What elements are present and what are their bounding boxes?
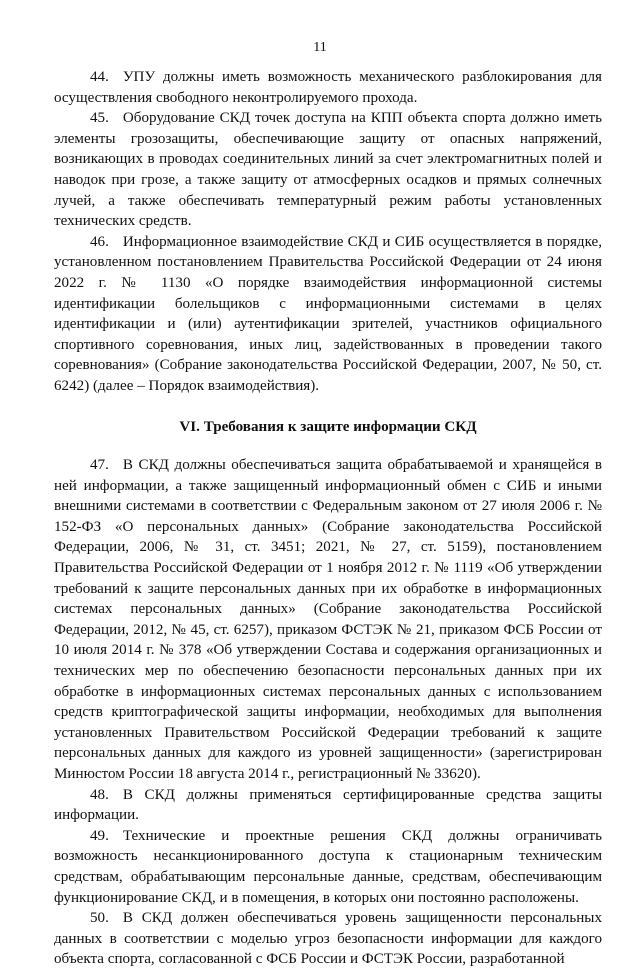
paragraph-text: В СКД должны обеспечиваться защита обрабатываемой и хранящейся в ней информации, а также защищенный информационный обмен с СИБ и иными внешними системами в соответствии с Федеральным законом от 27 июля 2006 г. № 152-ФЗ «О персональных данных» (Собрание законодательства Российской Федерации, 2006, № 31, ст. 3451; 2021, № 27, ст. 5159), постановлением Правительства Российской Федерации от 1 ноября 2012 г. № 1119 «Об утверждении требований к защите персональных данных при их обработке в информационных системах персональных данных» (Собрание законодательства Российской Федерации, 2012, № 45, ст. 6257), приказом ФСТЭК № 21, приказом ФСБ России от 10 июля 2014 г. № 378 «Об утверждении Состава и содержания организационных и технических мер по обеспечению безопасности персональных данных при их обработке в информационных системах персональных данных с использованием средств криптографической защиты информации, необходимых для выполнения установленных Правительством Российской Федерации требований к защите персональных данных для каждого из уровней защищенности» (зарегистрирован Минюстом России 18 августа 2014 г., регистрационный № 33620). xyxy=(54,457,602,782)
paragraph-number: 50. xyxy=(90,910,109,927)
paragraph-number: 45. xyxy=(90,110,109,127)
paragraph-number: 48. xyxy=(90,786,109,803)
section-heading: VI. Требования к защите информации СКД xyxy=(179,418,477,435)
paragraph-text: Технические и проектные решения СКД должны ограничивать возможность несанкционированного доступа к стационарным техническим средствам, обрабатывающим персональные данные, средствам, обеспечивающим функционирование СКД, и в помещения, в которых они постоянно расположены. xyxy=(54,827,602,906)
paragraph-text: В СКД должны применяться сертифицированные средства защиты информации. xyxy=(54,786,602,824)
paragraph-text: Информационное взаимодействие СКД и СИБ осуществляется в порядке, установленном постановлением Правительства Российской Федерации от 24 июня 2022 г. № 1130 «О порядке взаимодействия информационной системы идентификации болельщиков с информационными системами в целях идентификации и (или) аутентификации зрителей, участников официального спортивного соревнования, иных лиц, задействованных в проведении такого соревнования» (Собрание законодательства Российской Федерации, 2007, № 50, ст. 6242) (далее – Порядок взаимодействия). xyxy=(54,233,602,394)
paragraph-number: 49. xyxy=(90,827,109,844)
paragraph-48 xyxy=(54,785,602,826)
document-body xyxy=(54,67,602,970)
page-number: 11 xyxy=(313,40,327,55)
paragraph-text: Оборудование СКД точек доступа на КПП объекта спорта должно иметь элементы грозозащиты, обеспечивающие защиту от опасных напряжений, возникающих в проводах соединительных линий за счет электромагнитных полей и наводок при грозе, а также защиту от атмосферных осадков и прямых солнечных лучей, а также обеспечивать температурный режим работы установленных технических средств. xyxy=(54,110,602,230)
paragraph-number: 47. xyxy=(90,457,109,474)
paragraph-45 xyxy=(54,108,602,232)
paragraph-number: 46. xyxy=(90,233,109,250)
paragraph-number: 44. xyxy=(90,69,109,85)
paragraph-47 xyxy=(54,455,602,785)
paragraph-text: В СКД должен обеспечиваться уровень защищенности персональных данных в соответствии с моделью угроз безопасности информации для каждого объекта спорта, согласованной с ФСБ России и ФСТЭК России, разработанной xyxy=(54,910,602,968)
paragraph-text: УПУ должны иметь возможность механического разблокирования для осуществления свободного неконтролируемого прохода. xyxy=(54,69,602,106)
paragraph-50 xyxy=(54,908,602,970)
paragraph-46 xyxy=(54,232,602,397)
paragraph-49 xyxy=(54,826,602,908)
paragraph-44 xyxy=(54,67,602,108)
